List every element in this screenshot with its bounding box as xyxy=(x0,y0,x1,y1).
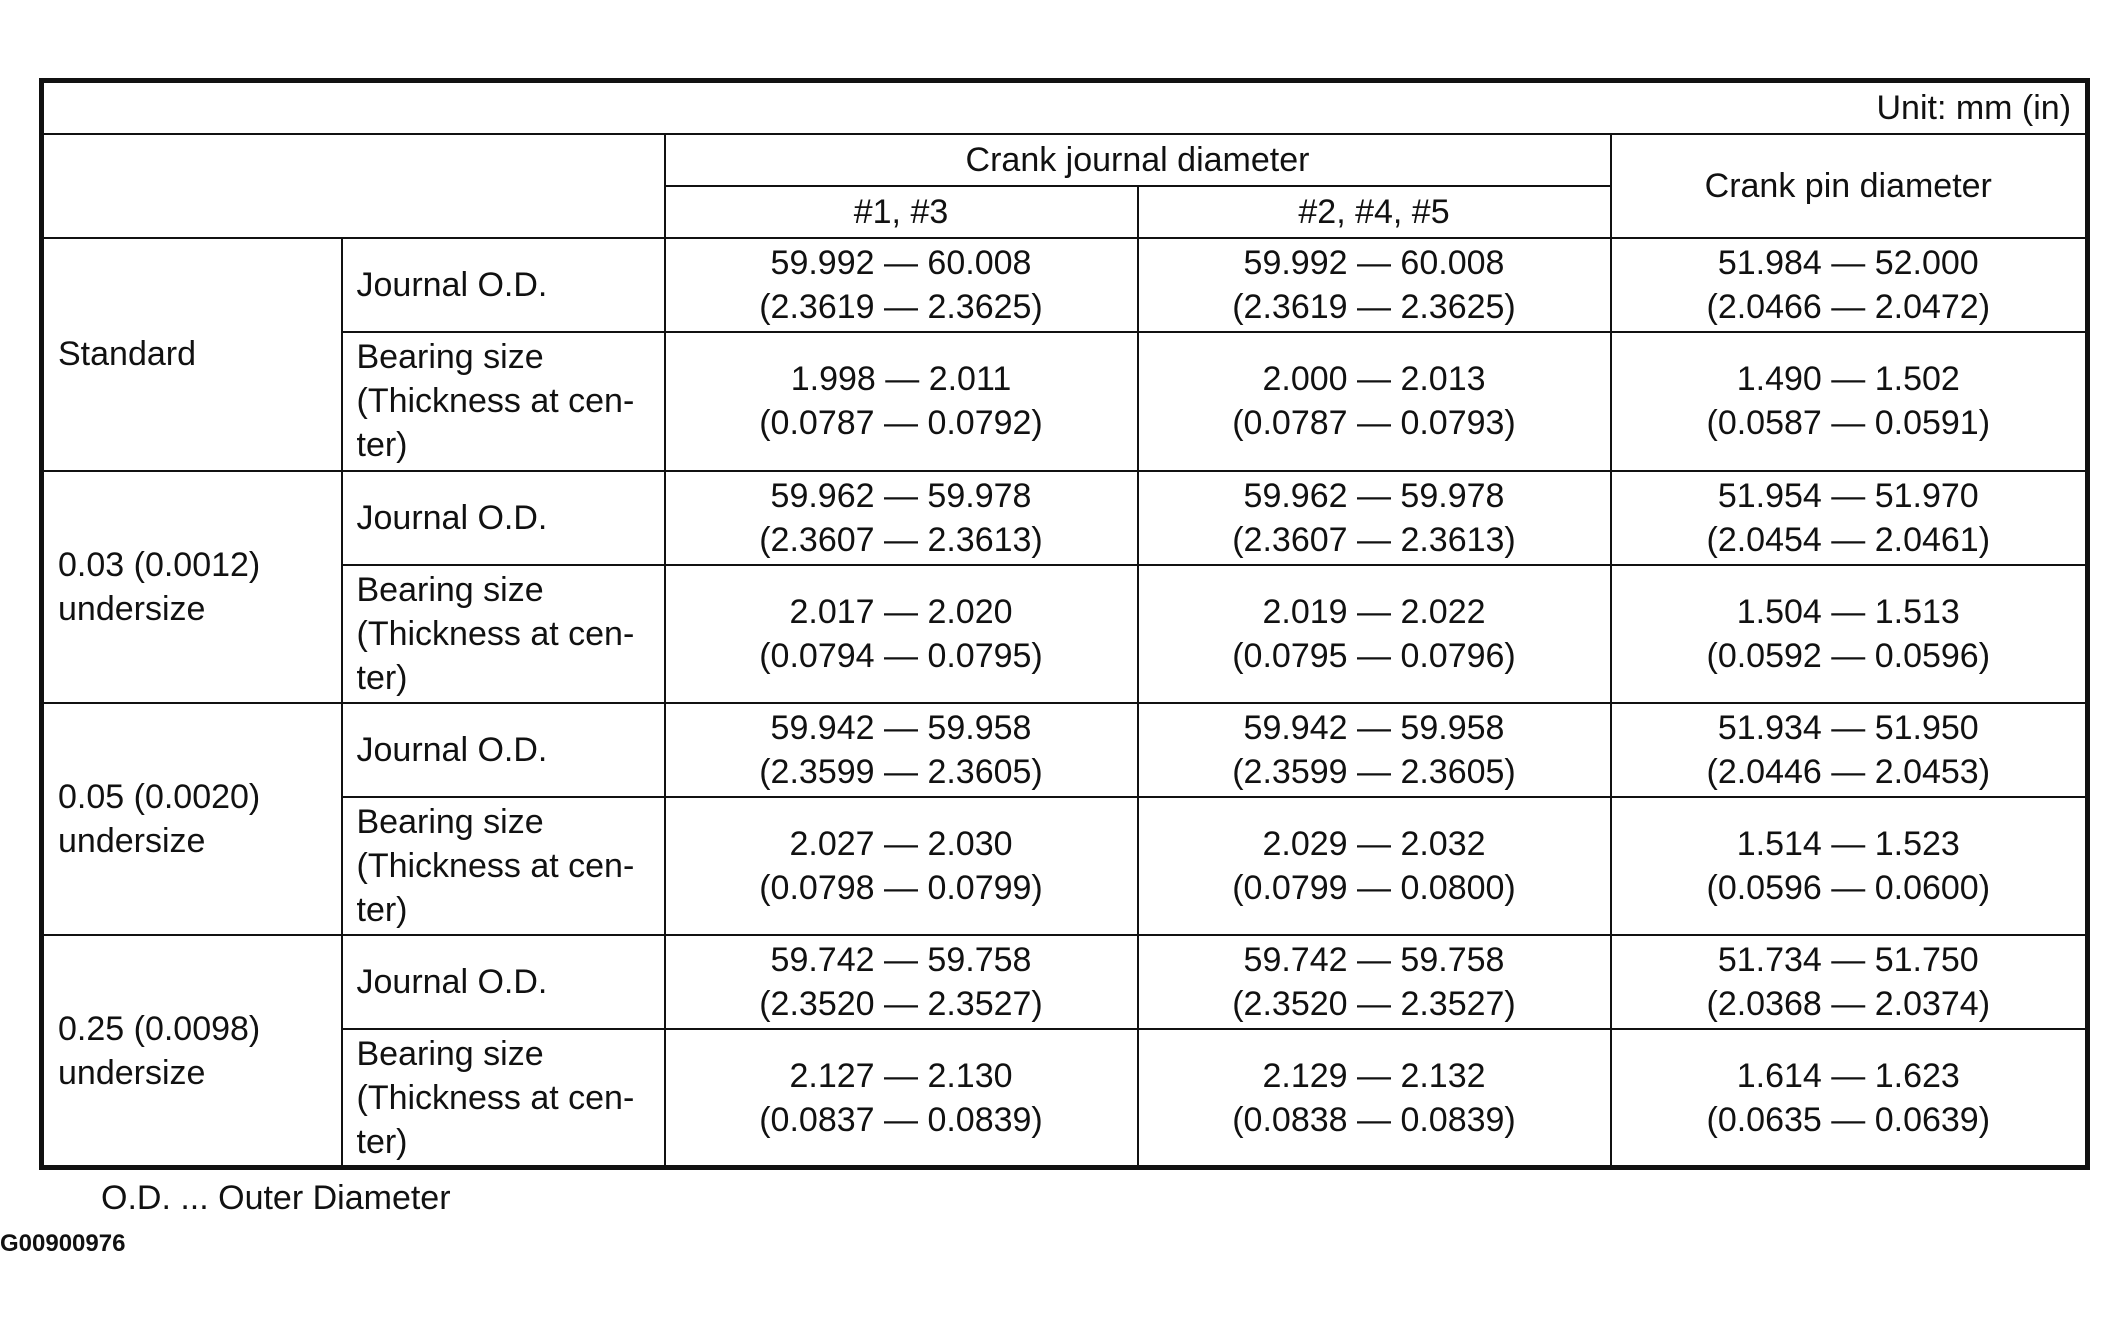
value-in: (0.0635 — 0.0639) xyxy=(1706,1100,1991,1139)
bearing-label-line: ter) xyxy=(356,658,408,697)
value-cell xyxy=(665,238,1138,332)
item-label-journal-od: Journal O.D. xyxy=(342,471,665,565)
group-label-line: 0.05 (0.0020) xyxy=(58,777,261,816)
group-label-undersize-003 xyxy=(42,471,342,703)
value-in: (0.0838 — 0.0839) xyxy=(1232,1100,1516,1139)
value-cell xyxy=(1611,935,2088,1029)
value-cell xyxy=(1611,238,2088,332)
item-label-journal-od: Journal O.D. xyxy=(342,238,665,332)
value-mm: 59.742 — 59.758 xyxy=(1243,941,1505,980)
bearing-label-line: (Thickness at cen- xyxy=(356,382,635,421)
bearing-label-line: Bearing size xyxy=(356,803,544,842)
value-mm: 59.962 — 59.978 xyxy=(770,476,1032,515)
figure-id: G00900976 xyxy=(0,1230,126,1257)
group-label-standard xyxy=(42,238,342,470)
value-cell xyxy=(665,332,1138,470)
value-cell xyxy=(665,703,1138,797)
value-cell xyxy=(1138,332,1611,470)
value-mm: 2.017 — 2.020 xyxy=(789,592,1013,631)
value-in: (2.3599 — 2.3605) xyxy=(759,752,1043,791)
value-mm: 51.734 — 51.750 xyxy=(1717,941,1979,980)
header-crank-journal-diameter: Crank journal diameter xyxy=(665,134,1611,186)
header-journal-1-3: #1, #3 xyxy=(665,186,1138,238)
group-label-line: undersize xyxy=(58,821,206,860)
value-mm: 59.942 — 59.958 xyxy=(1243,708,1505,747)
item-label-bearing-size xyxy=(342,565,665,703)
table-row xyxy=(42,797,2088,935)
value-in: (0.0787 — 0.0792) xyxy=(759,404,1043,443)
group-label-line: undersize xyxy=(58,1053,206,1092)
value-mm: 51.954 — 51.970 xyxy=(1717,476,1979,515)
group-label-line: 0.03 (0.0012) xyxy=(58,545,261,584)
value-cell xyxy=(1611,565,2088,703)
value-in: (2.0368 — 2.0374) xyxy=(1706,985,1991,1024)
table-row xyxy=(42,238,2088,332)
bearing-label-line: (Thickness at cen- xyxy=(356,1078,635,1117)
header-row-1 xyxy=(42,134,2088,186)
value-cell xyxy=(665,471,1138,565)
value-in: (2.3619 — 2.3625) xyxy=(759,288,1043,327)
item-label-bearing-size xyxy=(342,797,665,935)
group-label-line: 0.25 (0.0098) xyxy=(58,1009,261,1048)
value-mm: 2.129 — 2.132 xyxy=(1262,1056,1486,1095)
crankshaft-spec-table xyxy=(39,78,2090,1170)
value-cell xyxy=(1611,797,2088,935)
value-cell xyxy=(665,565,1138,703)
unit-row xyxy=(42,81,2088,135)
value-in: (2.3619 — 2.3625) xyxy=(1232,288,1516,327)
value-mm: 1.998 — 2.011 xyxy=(790,360,1012,399)
bearing-label-line: Bearing size xyxy=(356,338,544,377)
value-in: (2.3607 — 2.3613) xyxy=(759,520,1043,559)
value-mm: 51.934 — 51.950 xyxy=(1717,708,1979,747)
value-mm: 1.614 — 1.623 xyxy=(1736,1056,1960,1095)
bearing-label-line: Bearing size xyxy=(356,1034,544,1073)
bearing-label-line: ter) xyxy=(356,1122,408,1161)
header-blank-cell xyxy=(42,134,665,238)
value-mm: 2.019 — 2.022 xyxy=(1262,592,1486,631)
value-cell xyxy=(1138,703,1611,797)
value-in: (2.0446 — 2.0453) xyxy=(1706,752,1991,791)
value-in: (2.3520 — 2.3527) xyxy=(1232,985,1516,1024)
value-mm: 2.000 — 2.013 xyxy=(1262,360,1486,399)
value-mm: 2.127 — 2.130 xyxy=(789,1056,1013,1095)
value-in: (2.0454 — 2.0461) xyxy=(1706,520,1991,559)
value-cell xyxy=(665,1029,1138,1167)
value-in: (0.0837 — 0.0839) xyxy=(759,1100,1043,1139)
value-in: (0.0798 — 0.0799) xyxy=(759,869,1043,908)
value-cell xyxy=(665,935,1138,1029)
value-in: (0.0795 — 0.0796) xyxy=(1232,636,1516,675)
header-journal-2-4-5: #2, #4, #5 xyxy=(1138,186,1611,238)
value-in: (2.0466 — 2.0472) xyxy=(1706,288,1991,327)
value-cell xyxy=(1138,565,1611,703)
item-label-bearing-size xyxy=(342,1029,665,1167)
bearing-label-line: Bearing size xyxy=(356,570,544,609)
item-label-journal-od: Journal O.D. xyxy=(342,703,665,797)
item-label-bearing-size xyxy=(342,332,665,470)
value-in: (0.0794 — 0.0795) xyxy=(759,636,1043,675)
value-mm: 59.992 — 60.008 xyxy=(1243,244,1505,283)
bearing-label-line: ter) xyxy=(356,891,408,930)
value-mm: 2.027 — 2.030 xyxy=(789,825,1013,864)
footnote: O.D. ... Outer Diameter xyxy=(101,1179,451,1217)
unit-label: Unit: mm (in) xyxy=(42,81,2088,135)
bearing-label-line: ter) xyxy=(356,426,408,465)
value-mm: 2.029 — 2.032 xyxy=(1262,825,1486,864)
value-mm: 59.992 — 60.008 xyxy=(770,244,1032,283)
value-mm: 51.984 — 52.000 xyxy=(1717,244,1979,283)
table-row xyxy=(42,471,2088,565)
group-label-line: undersize xyxy=(58,589,206,628)
value-mm: 59.962 — 59.978 xyxy=(1243,476,1505,515)
value-mm: 1.504 — 1.513 xyxy=(1736,592,1960,631)
value-mm: 59.942 — 59.958 xyxy=(770,708,1032,747)
value-cell xyxy=(1138,797,1611,935)
value-in: (0.0592 — 0.0596) xyxy=(1706,636,1991,675)
bearing-label-line: (Thickness at cen- xyxy=(356,614,635,653)
bearing-label-line: (Thickness at cen- xyxy=(356,847,635,886)
table-row xyxy=(42,1029,2088,1167)
table-row xyxy=(42,565,2088,703)
value-in: (2.3607 — 2.3613) xyxy=(1232,520,1516,559)
value-in: (0.0787 — 0.0793) xyxy=(1232,404,1516,443)
value-cell xyxy=(1138,238,1611,332)
value-in: (2.3599 — 2.3605) xyxy=(1232,752,1516,791)
value-cell xyxy=(665,797,1138,935)
value-mm: 1.490 — 1.502 xyxy=(1736,360,1960,399)
value-cell xyxy=(1611,471,2088,565)
item-label-journal-od: Journal O.D. xyxy=(342,935,665,1029)
group-label-undersize-005 xyxy=(42,703,342,935)
value-mm: 59.742 — 59.758 xyxy=(770,941,1032,980)
value-cell xyxy=(1138,471,1611,565)
value-in: (0.0799 — 0.0800) xyxy=(1232,869,1516,908)
value-in: (2.3520 — 2.3527) xyxy=(759,985,1043,1024)
header-crank-pin-diameter: Crank pin diameter xyxy=(1611,134,2088,238)
table-row xyxy=(42,935,2088,1029)
group-label-undersize-025 xyxy=(42,935,342,1167)
table-row xyxy=(42,703,2088,797)
value-in: (0.0596 — 0.0600) xyxy=(1706,869,1991,908)
value-cell xyxy=(1138,1029,1611,1167)
table-row xyxy=(42,332,2088,470)
group-label-line: Standard xyxy=(58,335,196,374)
value-mm: 1.514 — 1.523 xyxy=(1736,825,1960,864)
value-in: (0.0587 — 0.0591) xyxy=(1706,404,1991,443)
value-cell xyxy=(1138,935,1611,1029)
value-cell xyxy=(1611,332,2088,470)
value-cell xyxy=(1611,1029,2088,1167)
value-cell xyxy=(1611,703,2088,797)
